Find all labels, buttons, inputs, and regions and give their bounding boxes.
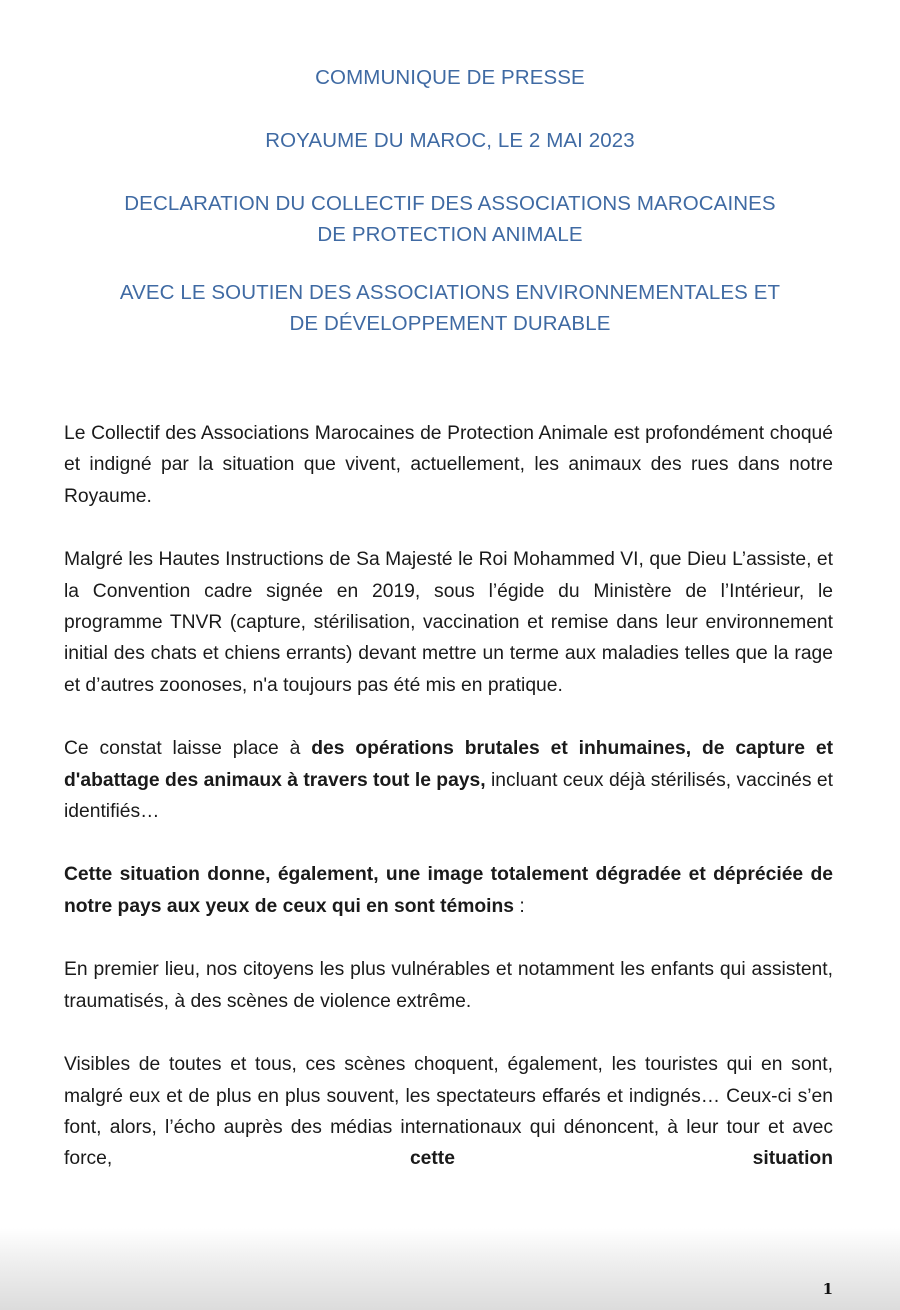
declaration-line-2: DE PROTECTION ANIMALE: [317, 223, 583, 246]
paragraph-3-start: Ce constat laisse place à: [64, 738, 312, 760]
paragraph-2: Malgré les Hautes Instructions de Sa Majesté le Roi Mohammed VI, que Dieu L’assiste, et la Convention cadre signée en 2019, sous l’égide du Ministère de l’Intérieur, le programme TNVR (capture, stérilisation, vaccination et remise dans leur environnement initial des chats et chiens errants) devant mettre un terme aux maladies telles que la rage et d’autres zoonoses, n'a toujours pas été mis en pratique.: [64, 549, 833, 696]
paragraph-4-end: :: [514, 895, 525, 917]
declaration-line-1: DECLARATION DU COLLECTIF DES ASSOCIATIONS MAROCAINES: [124, 192, 776, 215]
paragraph-5: En premier lieu, nos citoyens les plus vulnérables et notamment les enfants qui assistent, traumatisés, à des scènes de violence extrême.: [64, 959, 833, 1012]
document-body: [64, 418, 833, 1175]
support-line-2: DE DÉVELOPPEMENT DURABLE: [289, 312, 611, 335]
paragraph-6-bold: cette situation: [409, 1148, 833, 1170]
paragraph-4: [64, 859, 833, 922]
page-bottom-shadow: [0, 1228, 900, 1310]
support-line-1: AVEC LE SOUTIEN DES ASSOCIATIONS ENVIRONNEMENTALES ET: [119, 281, 781, 304]
paragraph-3-end: incluant ceux déjà stérilisés, vaccinés et identifiés…: [64, 769, 833, 823]
paragraph-1: Le Collectif des Associations Marocaines de Protection Animale est profondément choqué et indigné par la situation que vivent, actuellement, les animaux des rues dans notre Royaume.: [64, 423, 833, 507]
declaration-heading: [40, 188, 860, 250]
date-line: ROYAUME DU MAROC, LE 2 MAI 2023: [265, 129, 635, 152]
press-release-header: [40, 62, 860, 371]
paragraph-6: [64, 1049, 833, 1175]
paragraph-4-bold: Cette situation donne, également, une image totalement dégradée et dépréciée de notre pays aux yeux de ceux qui en sont témoins: [64, 864, 833, 917]
page-number: 1: [822, 1280, 833, 1298]
paragraph-3-bold: des opérations brutales et inhumaines, de capture et d'abattage des animaux à travers tout le pays,: [64, 738, 833, 791]
paragraph-6-start: Visibles de toutes et tous, ces scènes choquent, également, les touristes qui en sont, malgré eux et de plus en plus souvent, les spectateurs effarés et indignés… Ceux-ci s’en font, alors, l’écho auprès des médias internationaux qui dénoncent, à leur tour et avec force,: [64, 1054, 833, 1170]
support-heading: [40, 277, 860, 339]
paragraph-3: [64, 733, 833, 827]
press-release-title: COMMUNIQUE DE PRESSE: [315, 66, 585, 89]
